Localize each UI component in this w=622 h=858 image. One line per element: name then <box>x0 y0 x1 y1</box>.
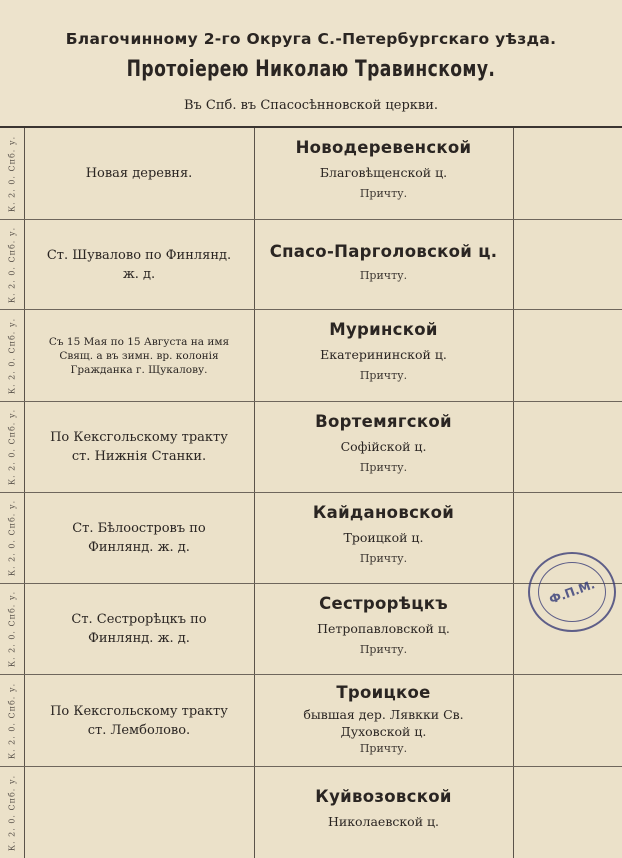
destination-text: Ст. Бѣлоостровъ по Финлянд. ж. д. <box>72 521 206 555</box>
side-code: К. 2. 0. Спб. у. <box>7 135 17 212</box>
church-name: Вортемягской <box>315 412 452 431</box>
blank-cell <box>513 402 622 492</box>
destination-text: Ст. Сестрорѣцкъ по Финлянд. ж. д. <box>71 612 207 646</box>
church-cell <box>254 128 514 219</box>
church-cell <box>254 584 514 674</box>
church-subtitle: Екатерининской ц. <box>320 347 447 362</box>
church-name: Муринской <box>329 320 438 339</box>
church-clergy: Причту. <box>359 269 408 282</box>
side-code-cell <box>0 220 25 309</box>
side-code: К. 2. 0. Спб. у. <box>7 682 17 759</box>
destination-cell <box>24 310 255 401</box>
side-code-cell <box>0 767 25 858</box>
destination-text: Новая деревня. <box>85 166 193 181</box>
side-code: К. 2. 0. Спб. у. <box>7 774 17 851</box>
church-clergy: Причту. <box>359 461 408 474</box>
destination-cell <box>24 675 255 766</box>
table-row <box>0 220 622 310</box>
side-code-cell <box>0 310 25 401</box>
blank-cell <box>513 310 622 401</box>
church-cell <box>254 767 514 858</box>
table-row <box>0 128 622 220</box>
table-row <box>0 402 622 493</box>
stamp-text: Ф.П.М. <box>547 577 597 607</box>
side-code-cell <box>0 493 25 583</box>
church-cell <box>254 675 514 766</box>
destination-cell <box>24 493 255 583</box>
table-row <box>0 310 622 402</box>
blank-cell <box>513 675 622 766</box>
church-subtitle: Петропавловской ц. <box>317 621 450 636</box>
destination-cell <box>24 220 255 309</box>
destination-cell <box>24 128 255 219</box>
side-code-cell <box>0 675 25 766</box>
church-name: Куйвозовской <box>315 787 452 806</box>
side-code-cell <box>0 402 25 492</box>
church-name: Троицкое <box>336 683 431 702</box>
destination-cell <box>24 584 255 674</box>
church-cell <box>254 402 514 492</box>
destination-text: По Кексгольскому тракту ст. Нижнія Станки. <box>50 430 228 464</box>
side-code: К. 2. 0. Спб. у. <box>7 226 17 303</box>
blank-cell <box>513 220 622 309</box>
church-clergy: Причту. <box>359 643 408 656</box>
church-cell <box>254 310 514 401</box>
church-clergy: Причту. <box>359 187 408 200</box>
blank-cell <box>513 128 622 219</box>
destination-cell <box>24 767 255 858</box>
library-stamp <box>528 552 616 632</box>
church-subtitle: Благовѣщенской ц. <box>319 165 448 180</box>
table-row <box>0 767 622 858</box>
page-header <box>0 0 622 128</box>
destination-text: По Кексгольскому тракту ст. Лемболово. <box>50 703 228 738</box>
church-name: Кайдановской <box>312 503 455 522</box>
destination-cell <box>24 402 255 492</box>
destination-text: Съ 15 Мая по 15 Августа на имя Свящ. а въ зимн. вр. колонія Гражданка г. Щукалову. <box>48 335 230 376</box>
header-location: Въ Спб. въ Спасосѣнновской церкви. <box>183 98 439 113</box>
church-name: Спасо-Парголовской ц. <box>269 242 498 261</box>
church-subtitle: Николаевской ц. <box>327 814 440 829</box>
church-clergy: Причту. <box>359 369 408 382</box>
blank-cell <box>513 767 622 858</box>
church-subtitle: бывшая дер. Лявкки Св. Духовской ц. <box>303 707 464 739</box>
church-cell <box>254 220 514 309</box>
side-code: К. 2. 0. Спб. у. <box>7 590 17 668</box>
church-subtitle: Софійской ц. <box>340 439 427 454</box>
table-row <box>0 675 622 767</box>
side-code: К. 2. 0. Спб. у. <box>7 317 17 394</box>
header-addressee: Благочинному 2-го Округа С.-Петербургскаго уѣзда. <box>65 30 557 48</box>
church-subtitle: Троицкой ц. <box>343 530 424 545</box>
church-cell <box>254 493 514 583</box>
side-code-cell <box>0 128 25 219</box>
church-clergy: Причту. <box>359 742 408 755</box>
church-name: Сестрорѣцкъ <box>319 594 448 613</box>
header-name: Протоіерею Николаю Травинскому. <box>126 57 496 82</box>
side-code-cell <box>0 584 25 674</box>
destination-text: Ст. Шувалово по Финлянд. ж. д. <box>46 247 232 282</box>
address-table <box>0 126 622 858</box>
side-code: К. 2. 0. Спб. у. <box>7 408 17 486</box>
church-name: Новодеревенской <box>295 138 472 157</box>
side-code: К. 2. 0. Спб. у. <box>7 499 17 577</box>
church-clergy: Причту. <box>359 552 408 565</box>
